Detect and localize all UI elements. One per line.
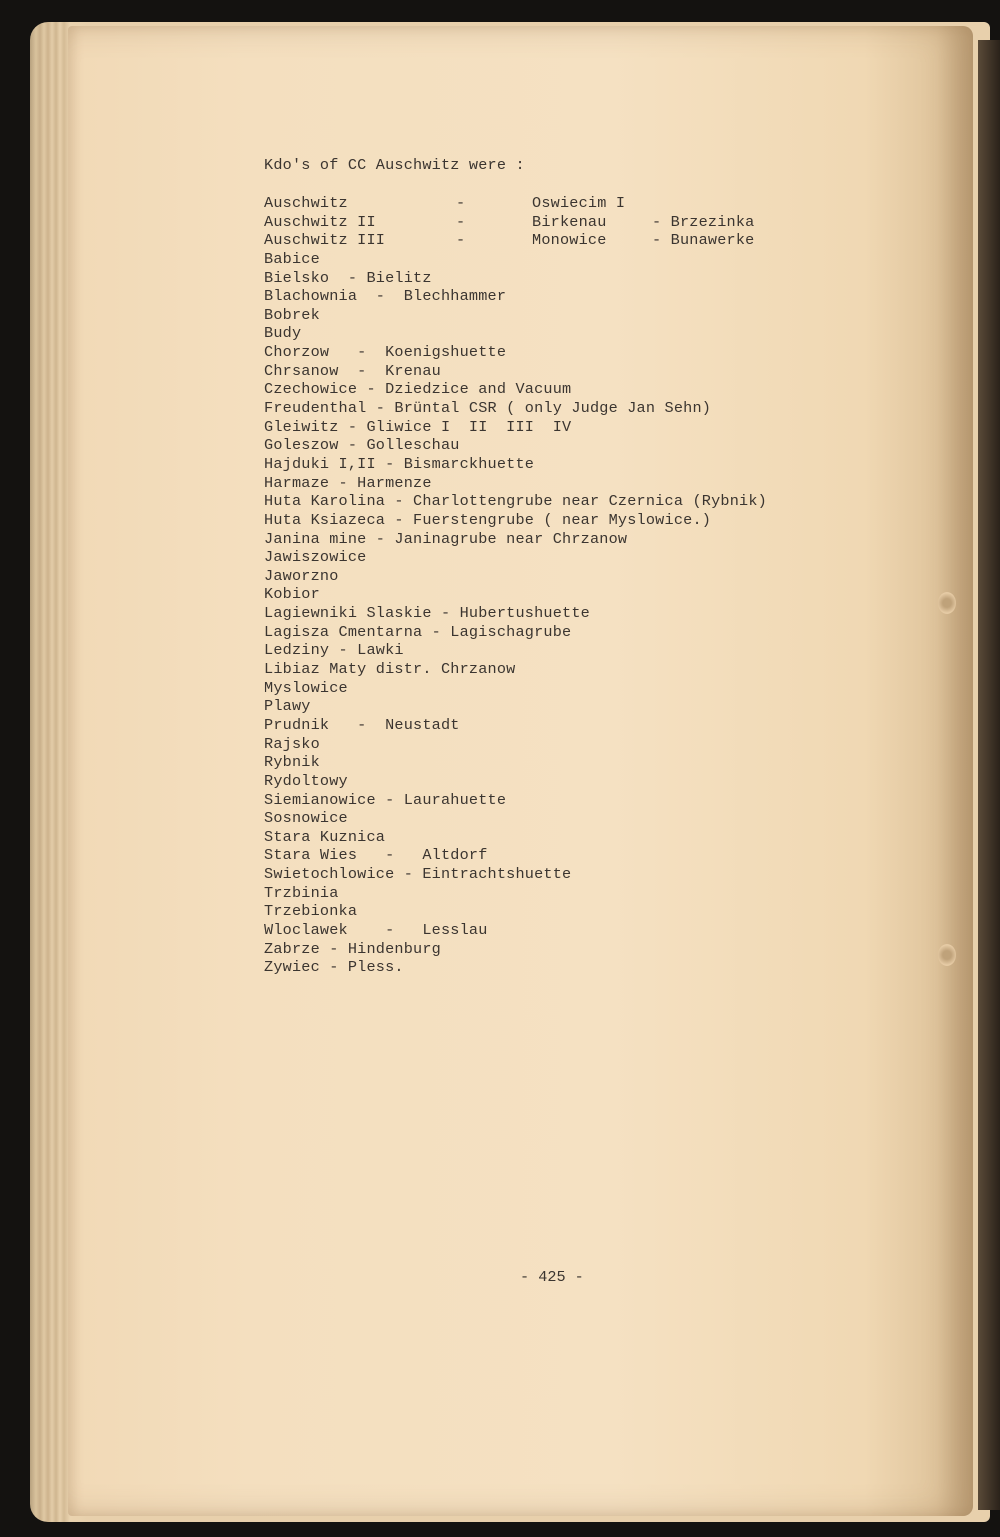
camp-dash: - <box>456 231 466 250</box>
camp-alt-name <box>652 213 754 232</box>
subcamp-line: Budy <box>264 324 302 343</box>
main-camps-table <box>264 194 824 250</box>
subcamp-line: Janina mine - Janinagrube near Chrzanow <box>264 529 628 548</box>
main-camp-row <box>264 213 824 232</box>
subcamp-line: Freudenthal - Brüntal CSR ( only Judge Jan Sehn) <box>264 399 712 418</box>
subcamp-line: Trzbinia <box>264 883 339 902</box>
binding-hole-upper <box>938 592 956 614</box>
subcamp-line: Prudnik - Neustadt <box>264 715 460 734</box>
subcamp-line: Myslowice <box>264 678 348 697</box>
book-spine-shadow <box>978 40 1000 1510</box>
subcamp-line: Huta Karolina - Charlottengrube near Czernica (Rybnik) <box>264 492 767 511</box>
subcamp-line: Gleiwitz - Gliwice I II III IV <box>264 417 572 436</box>
subcamp-line: Libiaz Maty distr. Chrzanow <box>264 660 516 679</box>
subcamp-line: Wloclawek - Lesslau <box>264 920 488 939</box>
subcamp-line: Goleszow - Golleschau <box>264 436 460 455</box>
subcamp-line: Lagiewniki Slaskie - Hubertushuette <box>264 604 590 623</box>
subcamp-line: Bobrek <box>264 305 320 324</box>
subcamp-line: Jawiszowice <box>264 548 367 567</box>
subcamp-line: Plawy <box>264 697 311 716</box>
subcamp-line: Hajduki I,II - Bismarckhuette <box>264 454 535 473</box>
camp-dash: - <box>456 212 466 231</box>
subcamp-line: Rajsko <box>264 734 320 753</box>
camp-alt-dash: - <box>652 212 662 231</box>
camp-alt-label: Bunawerke <box>670 231 755 250</box>
camp-name: Auschwitz II <box>264 212 376 231</box>
subcamp-line: Bielsko - Bielitz <box>264 268 432 287</box>
subcamp-line: Rybnik <box>264 753 320 772</box>
subcamp-line: Siemianowice - Laurahuette <box>264 790 507 809</box>
page-heading: Kdo's of CC Auschwitz were : <box>264 156 525 174</box>
main-camp-row <box>264 231 824 250</box>
subcamp-line: Huta Ksiazeca - Fuerstengrube ( near Myslowice.) <box>264 510 712 529</box>
camp-alt-label: Brzezinka <box>670 212 755 231</box>
subcamp-line: Stara Wies - Altdorf <box>264 846 488 865</box>
subcamp-line: Babice <box>264 249 320 268</box>
camp-polish-name: Monowice <box>532 231 607 250</box>
camp-alt-name <box>652 231 754 250</box>
subcamp-line: Rydoltowy <box>264 771 348 790</box>
page-number: - 425 - <box>520 1268 584 1286</box>
subcamp-line: Harmaze - Harmenze <box>264 473 432 492</box>
subcamp-line: Czechowice - Dziedzice and Vacuum <box>264 380 572 399</box>
subcamp-line: Blachownia - Blechhammer <box>264 287 507 306</box>
main-camp-row <box>264 194 824 213</box>
subcamp-line: Kobior <box>264 585 320 604</box>
camp-dash: - <box>456 194 466 212</box>
subcamp-line: Trzebionka <box>264 902 358 921</box>
subcamp-line: Jaworzno <box>264 566 339 585</box>
camp-name: Auschwitz <box>264 194 348 212</box>
subcamp-line: Chorzow - Koenigshuette <box>264 343 507 362</box>
typed-text-block <box>264 156 824 977</box>
subcamp-line: Zywiec - Pless. <box>264 958 404 977</box>
camp-name: Auschwitz III <box>264 231 386 250</box>
subcamp-line: Ledziny - Lawki <box>264 641 404 660</box>
camp-polish-name: Oswiecim I <box>532 194 626 212</box>
binding-hole-lower <box>938 944 956 966</box>
camp-alt-dash: - <box>652 231 662 250</box>
subcamp-line: Stara Kuznica <box>264 827 386 846</box>
subcamp-line: Chrsanow - Krenau <box>264 361 441 380</box>
subcamp-line: Swietochlowice - Eintrachtshuette <box>264 865 572 884</box>
subcamp-line: Zabrze - Hindenburg <box>264 939 441 958</box>
subcamp-line: Lagisza Cmentarna - Lagischagrube <box>264 622 572 641</box>
subcamp-list <box>264 250 824 977</box>
subcamp-line: Sosnowice <box>264 809 348 828</box>
camp-polish-name: Birkenau <box>532 212 607 231</box>
